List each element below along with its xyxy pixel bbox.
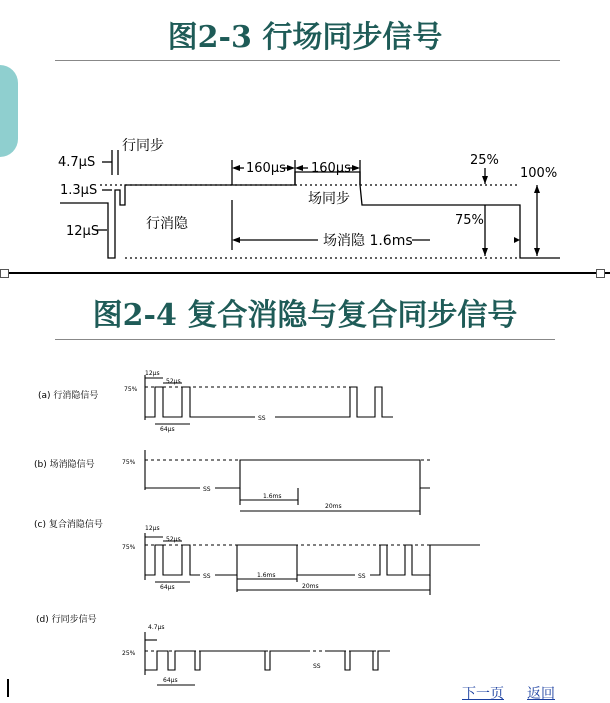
slide-title-fig-2-4: 图2-4 复合消隐与复合同步信号: [92, 298, 518, 333]
label-12us: 12μS: [66, 224, 100, 239]
d-label-4-7us: 4.7μs: [148, 624, 165, 631]
a-label-52us: 52μs: [166, 378, 181, 385]
resize-handle-left[interactable]: [0, 269, 9, 278]
label-160us-b: 160μs: [311, 161, 351, 176]
row-label-b: (b) 场消隐信号: [34, 460, 95, 470]
row-label-c: (c) 复合消隐信号: [34, 520, 103, 530]
b-label-20ms: 20ms: [325, 503, 342, 510]
label-75-percent: 75%: [455, 213, 484, 228]
c-gap-mark-2: SS: [358, 573, 366, 580]
label-hsync: 行同步: [122, 138, 164, 154]
label-4-7us: 4.7μS: [58, 155, 96, 170]
a-label-64us: 64μs: [160, 426, 175, 433]
c-label-12us: 12μs: [145, 525, 160, 532]
row-label-a: (a) 行消隐信号: [38, 391, 99, 401]
d-label-25-percent: 25%: [122, 650, 136, 657]
label-100-percent: 100%: [520, 166, 558, 181]
b-gap-mark: SS: [203, 486, 211, 493]
text-cursor: [7, 679, 9, 697]
slide-separator: [0, 272, 610, 274]
label-hblank: 行消隐: [146, 216, 188, 232]
row-label-d: (d) 行同步信号: [36, 615, 97, 625]
next-page-link[interactable]: 下一页: [462, 686, 504, 702]
b-label-75-percent: 75%: [122, 459, 136, 466]
title-underline-2: [55, 339, 555, 340]
label-vsync: 场同步: [308, 191, 350, 207]
c-label-1-6ms: 1.6ms: [257, 572, 276, 579]
a-label-75-percent: 75%: [124, 386, 138, 393]
label-vblank: 场消隐 1.6ms: [323, 233, 413, 249]
c-gap-mark-1: SS: [203, 573, 211, 580]
d-gap-mark: SS: [313, 663, 321, 670]
b-label-1-6ms: 1.6ms: [263, 493, 282, 500]
c-label-20ms: 20ms: [302, 583, 319, 590]
a-label-12us: 12μs: [145, 370, 160, 377]
resize-handle-right[interactable]: [596, 269, 605, 278]
label-1-3us: 1.3μS: [60, 183, 98, 198]
back-link[interactable]: 返回: [527, 686, 555, 702]
label-160us-a: 160μs: [246, 161, 286, 176]
c-label-52us: 52μs: [166, 536, 181, 543]
label-25-percent: 25%: [470, 153, 499, 168]
a-gap-mark: SS: [258, 415, 266, 422]
slide-title-fig-2-3: 图2-3 行场同步信号: [167, 20, 443, 55]
c-label-75-percent: 75%: [122, 544, 136, 551]
c-label-64us: 64μs: [160, 584, 175, 591]
d-label-64us: 64μs: [163, 677, 178, 684]
